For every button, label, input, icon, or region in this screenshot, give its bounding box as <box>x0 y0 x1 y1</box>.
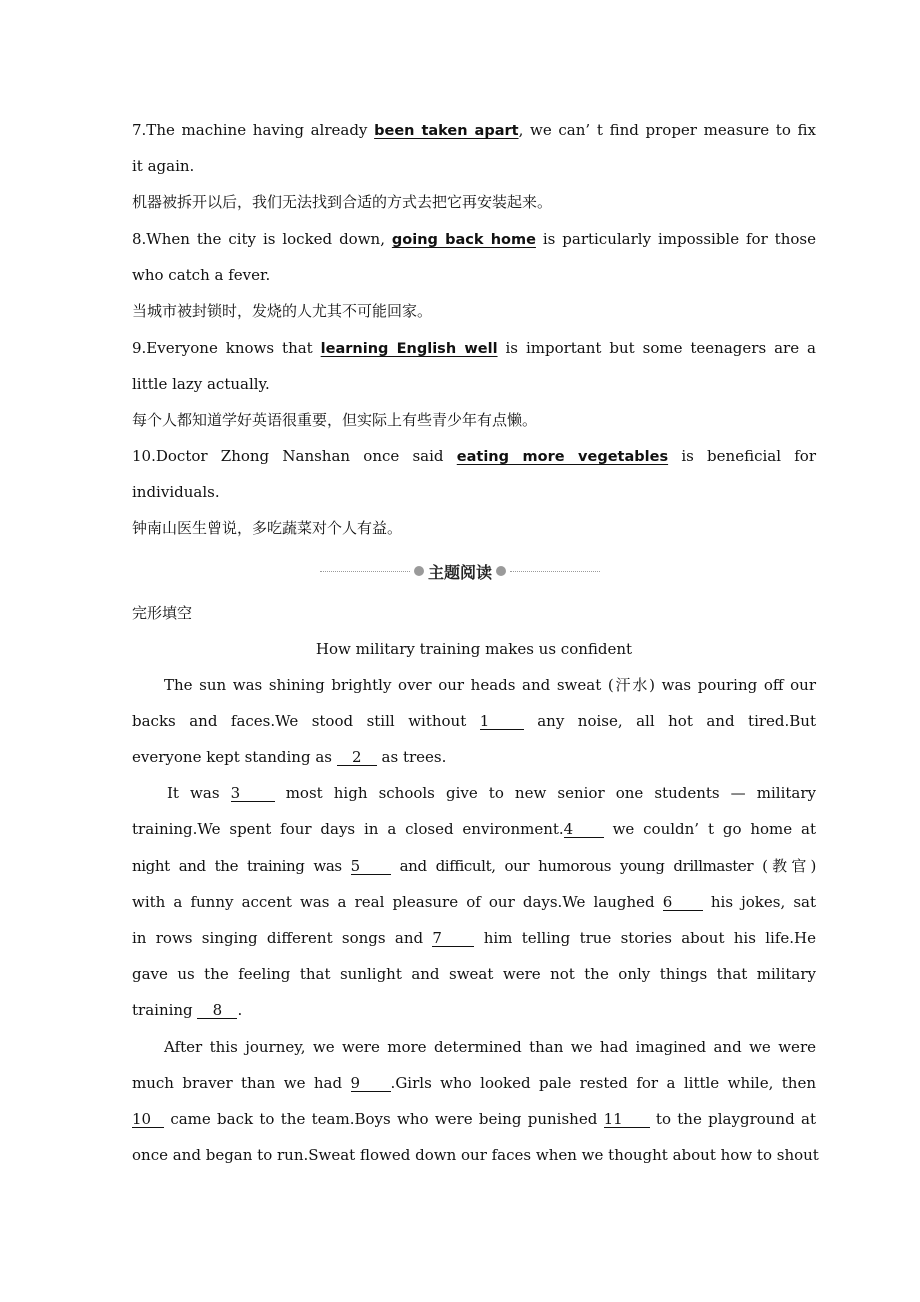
item-8-line2: who catch a fever. <box>132 266 271 284</box>
answer-8: going back home <box>391 232 536 248</box>
item-7-line1: 7.The machine having already been taken apart, we can’ t find proper measure to fix <box>132 121 816 139</box>
item-10-translation: 钟南山医生曾说，多吃蔬菜对个人有益。 <box>132 519 403 537</box>
item-10-line1: 10.Doctor Zhong Nanshan once said eating more vegetables is beneficial for <box>132 447 816 465</box>
item-7-line2: it again. <box>132 157 195 175</box>
item-9-line1: 9.Everyone knows that learning English well is important but some teenagers are a <box>132 339 816 357</box>
answer-9: learning English well <box>320 341 498 357</box>
section-divider <box>320 558 600 584</box>
item-8-translation: 当城市被封锁时，发烧的人尤其不可能回家。 <box>132 302 433 320</box>
section-title: 主题阅读 <box>428 562 493 582</box>
para2-line2: training.We spent four days in a closed environment.4 we couldn’ t go home at <box>132 820 817 838</box>
item-8-line1: 8.When the city is locked down, going back home is particularly impossible for those <box>132 230 816 248</box>
blank-3: 3 <box>231 785 275 802</box>
blank-4: 4 <box>564 821 604 838</box>
para1-line1: The sun was shining brightly over our heads and sweat (汗水) was pouring off our <box>164 676 816 694</box>
blank-10: 10 <box>132 1111 164 1128</box>
blank-6: 6 <box>663 894 703 911</box>
blank-8: 8 <box>197 1002 237 1019</box>
para2-line5: in rows singing different songs and 7 him telling true stories about his life.He <box>132 929 816 947</box>
para2-line4: with a funny accent was a real pleasure of our days.We laughed 6 his jokes, sat <box>132 893 816 911</box>
item-9-translation: 每个人都知道学好英语很重要，但实际上有些青少年有点懒。 <box>132 411 538 429</box>
item-7-translation: 机器被拆开以后，我们无法找到合适的方式去把它再安装起来。 <box>132 193 553 211</box>
para2-line1: It was 3 most high schools give to new senior one students — military <box>167 784 816 802</box>
para3-line1: After this journey, we were more determined than we had imagined and we were <box>164 1038 816 1056</box>
para3-line3: 10 came back to the team.Boys who were being punished 11 to the playground at <box>132 1110 816 1128</box>
section-label: 完形填空 <box>132 604 193 622</box>
para1-line3: everyone kept standing as 2 as trees. <box>132 748 447 766</box>
para1-line2: backs and faces.We stood still without 1 any noise, all hot and tired.But <box>132 712 816 730</box>
para3-line2: much braver than we had 9 .Girls who looked pale rested for a little while, then <box>132 1074 817 1092</box>
item-10-line2: individuals. <box>132 483 220 501</box>
blank-2: 2 <box>337 749 377 766</box>
para2-line7: training 8 . <box>132 1001 243 1019</box>
passage-title: How military training makes us confident <box>315 640 633 658</box>
item-9-line2: little lazy actually. <box>132 375 270 393</box>
para2-line3: night and the training was 5 and difficult, our humorous young drillmaster (教官) <box>132 857 816 875</box>
answer-10: eating more vegetables <box>456 449 669 465</box>
answer-7: been taken apart <box>374 123 519 139</box>
bullet-icon <box>496 566 506 576</box>
para2-line6: gave us the feeling that sunlight and sweat were not the only things that military <box>132 965 816 983</box>
bullet-icon <box>414 566 424 576</box>
blank-1: 1 <box>480 713 524 730</box>
blank-5: 5 <box>351 858 391 875</box>
para3-line4: once and began to run.Sweat flowed down our faces when we thought about how to shout <box>132 1146 819 1164</box>
blank-7: 7 <box>432 930 474 947</box>
blank-9: 9 <box>351 1075 391 1092</box>
blank-11: 11 <box>604 1111 650 1128</box>
